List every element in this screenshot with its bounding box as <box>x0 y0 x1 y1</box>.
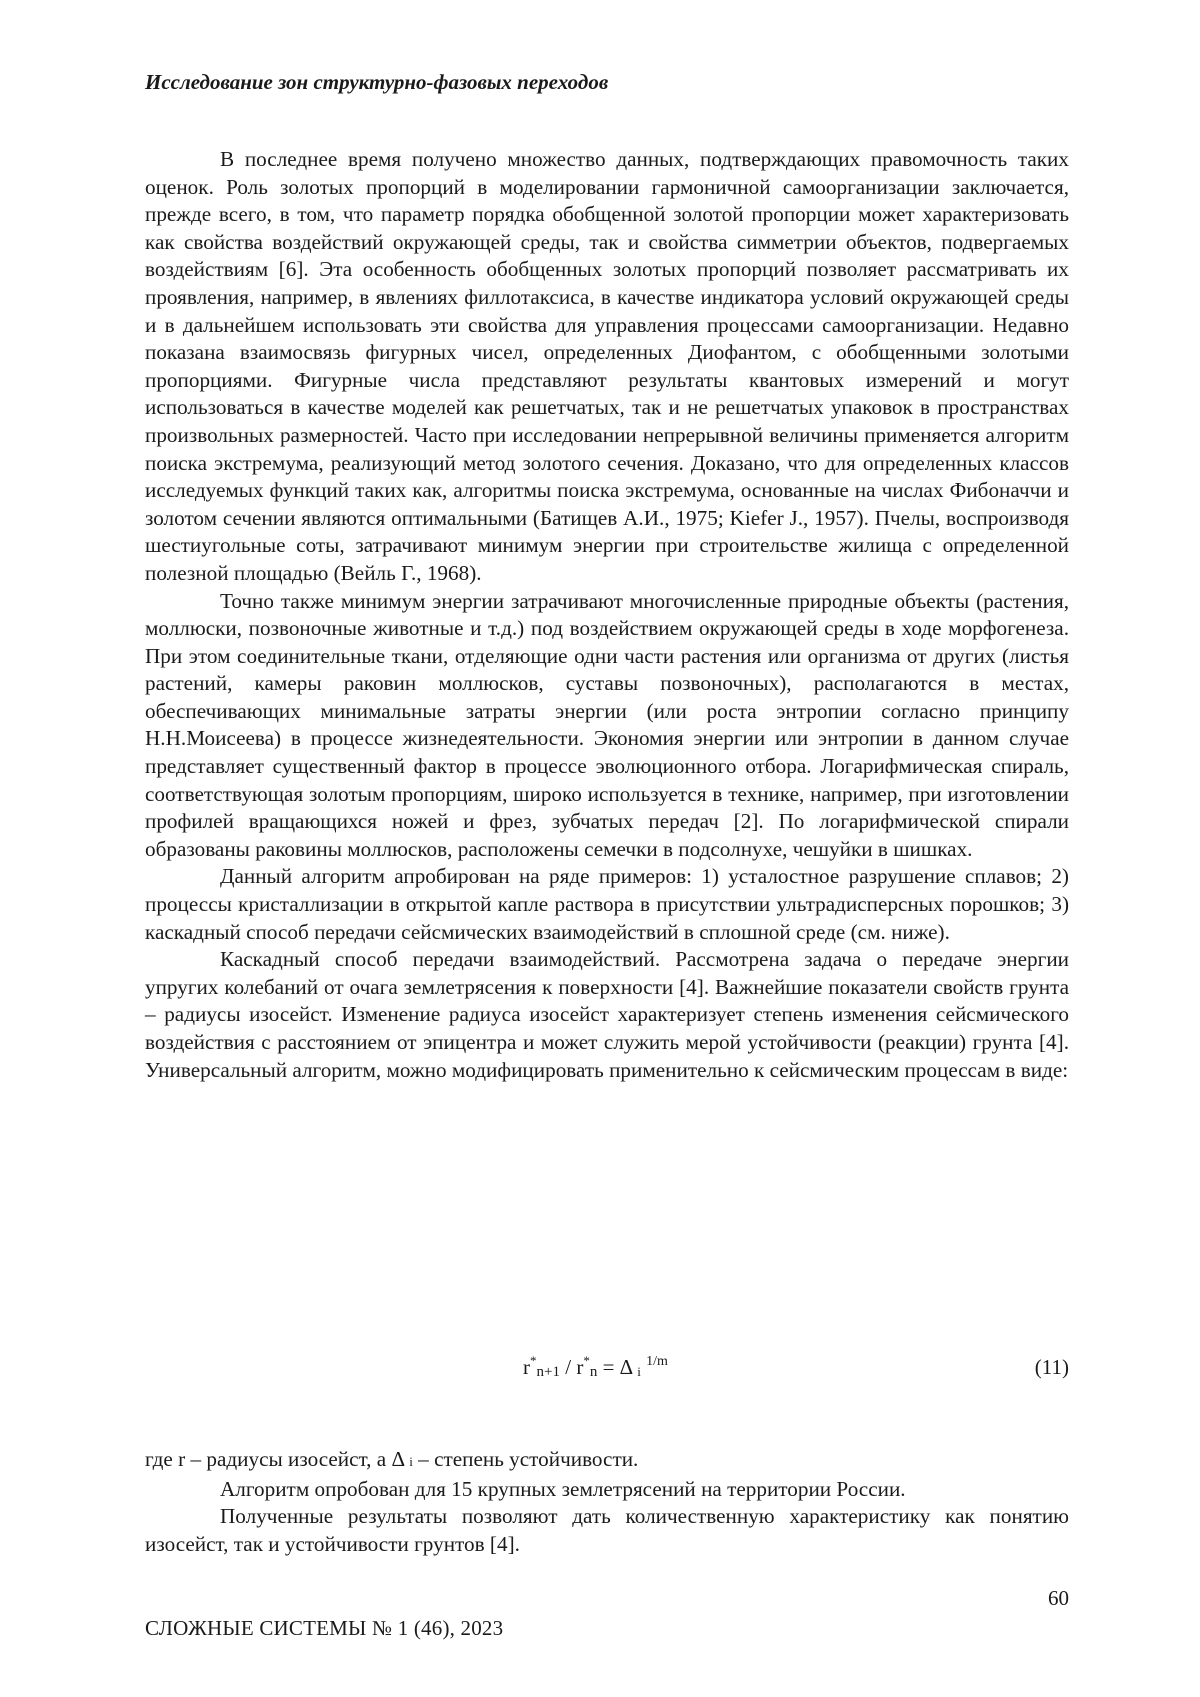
eq-exponent: 1/m <box>646 1354 668 1369</box>
equation-11 <box>523 1355 668 1380</box>
article-body <box>145 146 1069 1084</box>
paragraph-golden-proportions: В последнее время получено множество данных, подтверждающих правомочность таких оценок. Роль золотых пропорций в моделировании гармоничной самоорганизации заключается, прежде всего, в том, что параметр порядка обобщенной золотой пропорции может характеризовать как свойства воздействий окружающей среды, так и свойства симметрии объектов, подвергаемых воздействиям [6]. Эта особенность обобщенных золотых пропорций позволяет рассматривать их проявления, например, в явлениях филлотаксиса, в качестве индикатора условий окружающей среды и в дальнейшем использовать эти свойства для управления процессами самоорганизации. Недавно показана взаимосвязь фигурных чисел, определенных Диофантом, с обобщенными золотыми пропорциями. Фигурные числа представляют результаты квантовых измерений и могут использоваться в качестве моделей как решетчатых, так и не решетчатых упаковок в пространствах произвольных размерностей. Часто при исследовании непрерывной величины применяется алгоритм поиска экстремума, реализующий метод золотого сечения. Доказано, что для определенных классов исследуемых функций таких как, алгоритмы поиска экстремума, основанные на числах Фибоначчи и золотом сечении являются оптимальными (Батищев А.И., 1975; Kiefer J., 1957). Пчелы, воспроизводя шестиугольные соты, затрачивают минимум энергии при строительстве жилища с определенной полезной площадью (Вейль Г., 1968). <box>145 146 1069 588</box>
earthquakes-line: Алгоритм опробован для 15 крупных землетрясений на территории России. <box>145 1476 1069 1504</box>
running-header: Исследование зон структурно-фазовых переходов <box>145 70 608 95</box>
paragraph-minimum-energy: Точно также минимум энергии затрачивают многочисленные природные объекты (растения, моллюски, позвоночные животные и т.д.) под воздействием окружающей среды в ходе морфогенеза. При этом соединительные ткани, отделяющие одни части растения или организма от других (листья растений, камеры раковин моллюсков, суставы позвоночных), располагаются в местах, обеспечивающих минимальные затраты энергии (или роста энтропии согласно принципу Н.Н.Моисеева) в процессе жизнедеятельности. Экономия энергии или энтропии в данном случае представляет существенный фактор в процессе эволюционного отбора. Логарифмическая спираль, соответствующая золотым пропорциям, широко используется в технике, например, при изготовлении профилей вращающихся ножей и фрез, зубчатых передач [2]. По логарифмической спирали образованы раковины моллюсков, расположены семечки в подсолнухе, чешуйки в шишках. <box>145 588 1069 864</box>
paragraph-cascade-method: Каскадный способ передачи взаимодействий. Рассмотрена задача о передаче энергии упругих колебаний от очага землетрясения к поверхности [4]. Важнейшие показатели свойств грунта – радиусы изосейст. Изменение радиуса изосейст характеризует степень изменения сейсмического воздействия с расстоянием от эпицентра и может служить мерой устойчивости (реакции) грунта [4]. Универсальный алгоритм, можно модифицировать применительно к сейсмическим процессам в виде: <box>145 946 1069 1084</box>
where-delta: Δ <box>391 1447 403 1471</box>
paragraph-algorithm-examples: Данный алгоритм апробирован на ряде примеров: 1) усталостное разрушение сплавов; 2) процессы кристаллизации в открытой капле раствора в присутствии ультрадисперсных порошков; 3) каскадный способ передачи сейсмических взаимодействий в сплошной среде (см. ниже). <box>145 863 1069 946</box>
where-sub: i <box>409 1454 413 1469</box>
where-line <box>145 1446 1069 1476</box>
eq-r1: r <box>523 1355 530 1379</box>
eq-star1: * <box>530 1353 537 1368</box>
eq-sub-i: i <box>637 1364 641 1379</box>
eq-star2: * <box>583 1353 590 1368</box>
equation-11-row <box>145 1355 1069 1391</box>
results-line: Полученные результаты позволяют дать количественную характеристику как понятию изосейст, так и устойчивости грунтов [4]. <box>145 1503 1069 1558</box>
eq-r2: r <box>576 1355 583 1379</box>
eq-sub-n1: n+1 <box>537 1364 560 1380</box>
journal-footer: СЛОЖНЫЕ СИСТЕМЫ № 1 (46), 2023 <box>145 1616 503 1641</box>
eq-equals: = <box>597 1355 619 1379</box>
eq-delta: Δ <box>620 1355 632 1379</box>
eq-slash: / <box>560 1355 576 1379</box>
where-suffix: – степень устойчивости. <box>413 1447 638 1471</box>
eq-sub-n: n <box>590 1364 598 1380</box>
where-prefix: где r – радиусы изосейст, а <box>145 1447 391 1471</box>
after-equation-text <box>145 1446 1069 1558</box>
page-number: 60 <box>1048 1586 1069 1611</box>
equation-number: (11) <box>1035 1355 1069 1380</box>
